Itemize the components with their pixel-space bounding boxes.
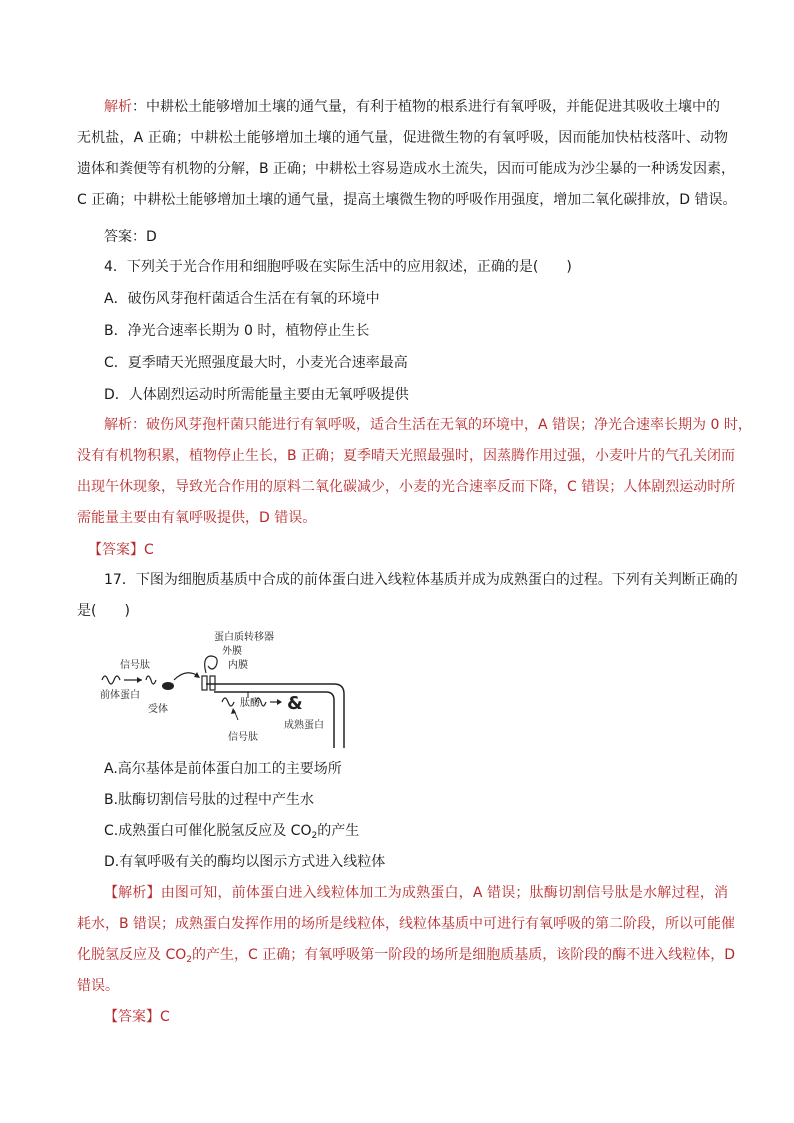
label-signal-peptide-2: 信号肽 [228,732,258,743]
explanation-4-line-2: 没有有机物积累，植物停止生长，B 正确；夏季晴天光照最强时，因蒸腾作用过强，小麦叶片的气孔关闭而 [77,448,736,464]
explanation-17-line-3 [77,946,735,969]
label-outer: 外膜 [222,646,242,657]
transporter-channel-2 [210,676,215,690]
question-17-stem-line-1: 17．下图为细胞质基质中合成的前体蛋白进入线粒体基质并成为成熟蛋白的过程。下列有关判断正确的 [104,572,738,588]
explanation-tag: 解析 [104,99,132,115]
answer-17-value: C [160,1009,170,1025]
explanation-1-line-1 [104,98,728,116]
explanation-17-line-1 [104,884,728,902]
explanation-1-line-4: C 正确；中耕松土能够增加土壤的通气量，提高土壤微生物的呼吸作用强度，增加二氧化碳排放，D 错误。 [77,192,737,208]
question-4-stem: 4．下列关于光合作用和细胞呼吸在实际生活中的应用叙述，正确的是( ) [104,259,572,275]
mature-symbol: & [287,693,303,714]
answer-4: 【答案】C [88,542,154,558]
answer-17 [104,1008,170,1026]
label-mature: 成熟蛋白 [284,720,324,731]
answer-1: 答案：D [104,229,157,245]
option-c-subscript: 2 [311,831,318,841]
question-17-option-b: B.肽酶切割信号肽的过程中产生水 [104,792,315,808]
explanation-17-line-2: 耗水，B 错误；成熟蛋白发挥作用的场所是线粒体，线粒体基质中可进行有氧呼吸的第二阶段，所以可能催 [77,916,736,932]
explanation-17-line-4: 错误。 [77,978,119,994]
explanation-17-l3-text: 化脱氢反应及 CO [77,947,187,963]
explanation-1-line-3: 遗体和粪便等有机物的分解，B 正确；中耕松土容易造成水土流失，因而可能成为沙尘暴的一种诱发因素， [77,161,736,177]
inside-protein [222,698,234,706]
explanation-17-l3-end: 的产生，C 正确；有氧呼吸第一阶段的场所是细胞质基质，该阶段的酶不进入线粒体，D [191,947,735,963]
question-4-option-b: B．净光合速率长期为 0 时，植物停止生长 [104,323,370,339]
explanation-4-line-3: 出现午休现象，导致光合作用的原料二氧化碳减少，小麦的光合速率反而下降，C 错误；人体剧烈运动时所 [77,479,736,495]
signal-squiggle [146,676,156,684]
label-receptor: 受体 [148,704,168,715]
explanation-17-text: 由图可知，前体蛋白进入线粒体加工为成熟蛋白，A 错误；肽酶切割信号肽是水解过程，消 [160,885,729,901]
inside-arrow-head [277,699,282,705]
option-c-text: C.成熟蛋白可催化脱氢反应及 CO [104,823,312,839]
question-17-stem-line-2: 是( ) [77,603,130,619]
question-4-option-c: C．夏季晴天光照强度最大时，小麦光合速率最高 [104,355,408,371]
signal-pointer-head [231,708,236,714]
arrow-1-head [137,677,142,683]
precursor-protein [102,676,120,684]
explanation-4-line-4: 需能量主要由有氧呼吸提供，D 错误。 [77,510,317,526]
explanation-4-line-1: 解析：破伤风芽孢杆菌只能进行有氧呼吸，适合生活在无氧的环境中，A 错误；净光合速率长期为 0 时， [104,417,752,433]
mitochondria-import-diagram [98,628,348,748]
transporter-channel [202,676,207,690]
label-inner: 内膜 [228,660,248,671]
outer-membrane [206,684,344,748]
explanation-17-subscript: 2 [186,955,192,965]
explanation-17-tag: 【解析】 [104,885,161,901]
explanation-text: ：中耕松土能够增加土壤的通气量，有利于植物的根系进行有氧呼吸，并能促进其吸收土壤中的 [132,99,720,115]
transporter-loop [205,656,217,673]
answer-17-tag: 【答案】 [104,1009,160,1025]
question-17-option-c [104,822,359,845]
curve-arrow-head [194,672,200,678]
question-4-option-a: A．破伤风芽孢杆菌适合生活在有氧的环境中 [104,291,380,307]
question-4-option-d: D．人体剧烈运动时所需能量主要由无氧呼吸提供 [104,387,409,403]
label-peptidase: 肽酶 [240,698,260,709]
label-transporter: 蛋白质转移器 [214,632,274,643]
question-17-option-a: A.高尔基体是前体蛋白加工的主要场所 [104,761,342,777]
question-17-option-d: D.有氧呼吸有关的酶均以图示方式进入线粒体 [104,854,386,870]
label-signal-peptide: 信号肽 [120,660,150,671]
explanation-1-line-2: 无机盐，A 正确；中耕松土能够增加土壤的通气量，促进微生物的有氧呼吸，因而能加快枯枝落叶、动物 [77,130,728,146]
option-c-text-end: 的产生 [317,823,360,839]
receptor [162,682,174,690]
label-precursor: 前体蛋白 [100,690,140,701]
